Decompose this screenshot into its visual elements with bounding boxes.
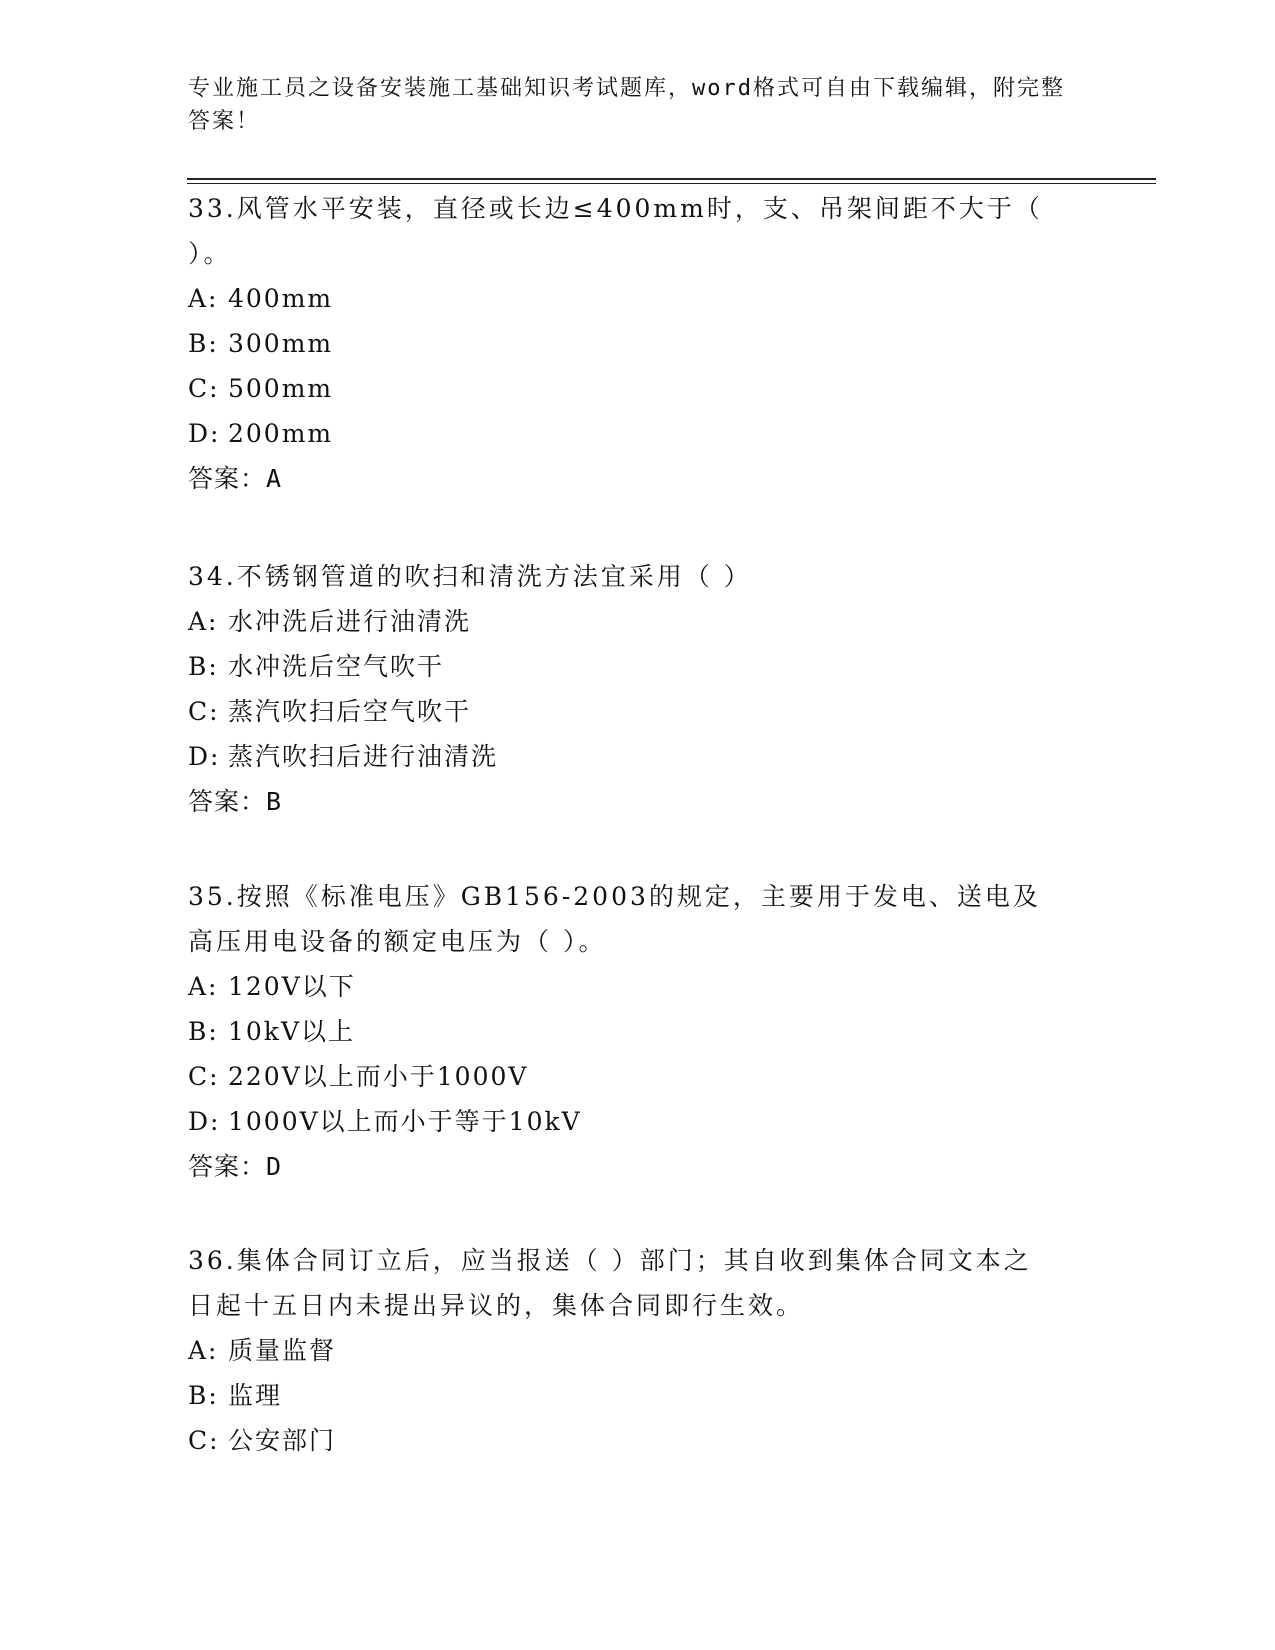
option-d bbox=[188, 1099, 1088, 1144]
option-text: 水冲洗后空气吹干 bbox=[228, 652, 445, 681]
option-a bbox=[188, 964, 1088, 1009]
option-letter: A: bbox=[188, 972, 219, 1001]
option-text: 500mm bbox=[228, 374, 334, 403]
option-b bbox=[188, 321, 1088, 366]
header-divider-thick bbox=[187, 178, 1156, 180]
option-letter: D: bbox=[188, 419, 221, 448]
option-letter: C: bbox=[188, 697, 220, 726]
answer: 答案：B bbox=[188, 787, 283, 816]
option-text: 公安部门 bbox=[228, 1426, 337, 1455]
option-d bbox=[188, 734, 1088, 779]
option-letter: C: bbox=[188, 1062, 220, 1091]
question-stem: 33.风管水平安装，直径或长边≤400mm时，支、吊架间距不大于（ ）。 bbox=[188, 194, 1043, 268]
option-d bbox=[188, 411, 1088, 456]
option-b bbox=[188, 1373, 1088, 1418]
option-letter: B: bbox=[188, 1381, 219, 1410]
option-letter: D: bbox=[188, 1107, 221, 1136]
option-text: 220V以上而小于1000V bbox=[228, 1062, 529, 1091]
option-text: 蒸汽吹扫后空气吹干 bbox=[228, 697, 472, 726]
option-a bbox=[188, 1328, 1088, 1373]
header-divider-thin bbox=[187, 183, 1156, 184]
option-letter: C: bbox=[188, 1426, 220, 1455]
option-letter: D: bbox=[188, 742, 221, 771]
option-text: 400mm bbox=[228, 284, 334, 313]
option-text: 1000V以上而小于等于10kV bbox=[228, 1107, 582, 1136]
option-c bbox=[188, 1054, 1088, 1099]
answer: 答案：A bbox=[188, 464, 283, 493]
option-b bbox=[188, 644, 1088, 689]
document-header: 专业施工员之设备安装施工基础知识考试题库，word格式可自由下载编辑，附完整答案！ bbox=[188, 76, 1065, 134]
option-text: 200mm bbox=[228, 419, 334, 448]
option-text: 10kV以上 bbox=[228, 1017, 356, 1046]
option-c bbox=[188, 1418, 1088, 1463]
option-a bbox=[188, 599, 1088, 644]
question-stem: 34.不锈钢管道的吹扫和清洗方法宜采用（ ） bbox=[188, 562, 752, 591]
option-letter: A: bbox=[188, 1336, 219, 1365]
question-33 bbox=[188, 186, 1088, 501]
option-text: 质量监督 bbox=[228, 1336, 337, 1365]
option-text: 水冲洗后进行油清洗 bbox=[228, 607, 472, 636]
question-stem: 35.按照《标准电压》GB156-2003的规定，主要用于发电、送电及高压用电设备的额定电压为（ ）。 bbox=[188, 882, 1041, 956]
option-letter: C: bbox=[188, 374, 220, 403]
answer: 答案：D bbox=[188, 1152, 283, 1181]
option-text: 监理 bbox=[228, 1381, 283, 1410]
option-c bbox=[188, 366, 1088, 411]
option-b bbox=[188, 1009, 1088, 1054]
option-c bbox=[188, 689, 1088, 734]
option-letter: B: bbox=[188, 329, 219, 358]
option-letter: A: bbox=[188, 284, 219, 313]
question-36 bbox=[188, 1238, 1088, 1463]
question-35 bbox=[188, 874, 1088, 1189]
option-text: 300mm bbox=[228, 329, 334, 358]
option-a bbox=[188, 276, 1088, 321]
question-stem: 36.集体合同订立后，应当报送（ ）部门；其自收到集体合同文本之日起十五日内未提出异议的，集体合同即行生效。 bbox=[188, 1246, 1032, 1320]
option-letter: B: bbox=[188, 652, 219, 681]
question-34 bbox=[188, 554, 1088, 824]
option-text: 蒸汽吹扫后进行油清洗 bbox=[228, 742, 499, 771]
option-letter: A: bbox=[188, 607, 219, 636]
option-text: 120V以下 bbox=[228, 972, 356, 1001]
option-letter: B: bbox=[188, 1017, 219, 1046]
